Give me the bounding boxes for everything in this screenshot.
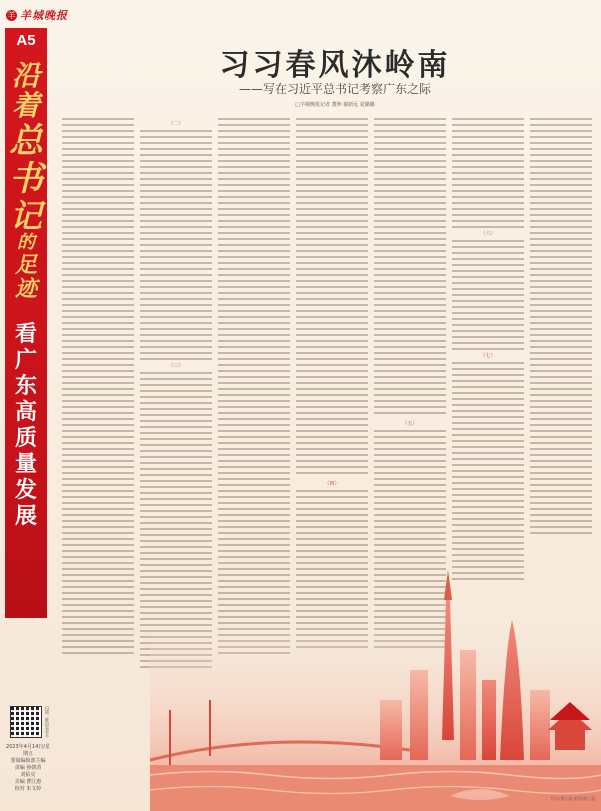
column-subtitle-char: 量 xyxy=(14,452,37,477)
column-subtitle-char: 看 xyxy=(14,322,37,347)
column-subtitle xyxy=(7,322,45,530)
logo-icon: 羊 xyxy=(7,10,16,20)
column-title-char: 着 xyxy=(11,89,40,122)
section-number: （三） xyxy=(168,363,184,370)
masthead xyxy=(6,8,68,22)
text-block xyxy=(452,240,524,350)
credit-line: 刘佑亮 xyxy=(20,772,36,778)
column-subtitle-char: 发 xyxy=(14,478,37,503)
edition-credits xyxy=(6,744,50,793)
newspaper-logo: 羊城晚报 xyxy=(20,9,68,22)
qr-code-icon[interactable] xyxy=(10,706,42,738)
column-subtitle-char: 东 xyxy=(14,374,37,399)
article-column xyxy=(62,118,134,678)
column-title-char: 总 xyxy=(9,121,43,161)
section-number: （五） xyxy=(402,421,418,427)
column-title-char: 沿 xyxy=(11,59,40,92)
column-title xyxy=(8,59,44,302)
text-block xyxy=(374,118,446,418)
credit-line: 美编 曹江惠 xyxy=(14,779,42,785)
article-subheadline: ——写在习近平总书记考察广东之际 xyxy=(238,82,431,96)
column-subtitle-char: 展 xyxy=(14,504,37,529)
art-caption: 设计/曹江惠 题图/曹江惠 xyxy=(551,796,595,801)
credit-line: 责编 孙朝清 xyxy=(14,765,42,771)
column-title-char: 书 xyxy=(9,159,43,199)
page-number: A5 xyxy=(16,32,36,49)
column-title-char: 记 xyxy=(9,197,42,235)
issue-date: 2023年4月14日/星期五 xyxy=(6,744,50,757)
column-title-char: 的 xyxy=(17,232,35,253)
column-title-char: 迹 xyxy=(14,276,37,302)
text-block xyxy=(530,118,592,538)
section-number: （六） xyxy=(480,231,496,237)
column-title-char: 足 xyxy=(14,252,37,278)
section-number: （七） xyxy=(480,353,496,360)
text-block xyxy=(62,118,134,658)
article-headline: 习习春风沐岭南 xyxy=(219,48,451,83)
column-subtitle-char: 高 xyxy=(14,400,37,425)
text-block xyxy=(452,362,524,582)
credit-line: 要闻编辑部主编 xyxy=(10,758,46,764)
credit-line: 校对 朱文婷 xyxy=(14,786,42,792)
qr-label: 扫描二维码看更多 xyxy=(45,706,50,738)
city-skyline-illustration xyxy=(150,560,601,811)
text-block xyxy=(452,118,524,228)
text-block xyxy=(296,118,368,478)
section-number: （四） xyxy=(324,481,340,487)
text-block xyxy=(140,130,212,360)
column-subtitle-char: 质 xyxy=(14,426,37,451)
article-byline: □羊城晚报记者 董坤 谢新远 夏璐璐 xyxy=(295,102,375,108)
column-subtitle-char: 广 xyxy=(14,348,37,373)
section-number: （二） xyxy=(168,121,184,127)
